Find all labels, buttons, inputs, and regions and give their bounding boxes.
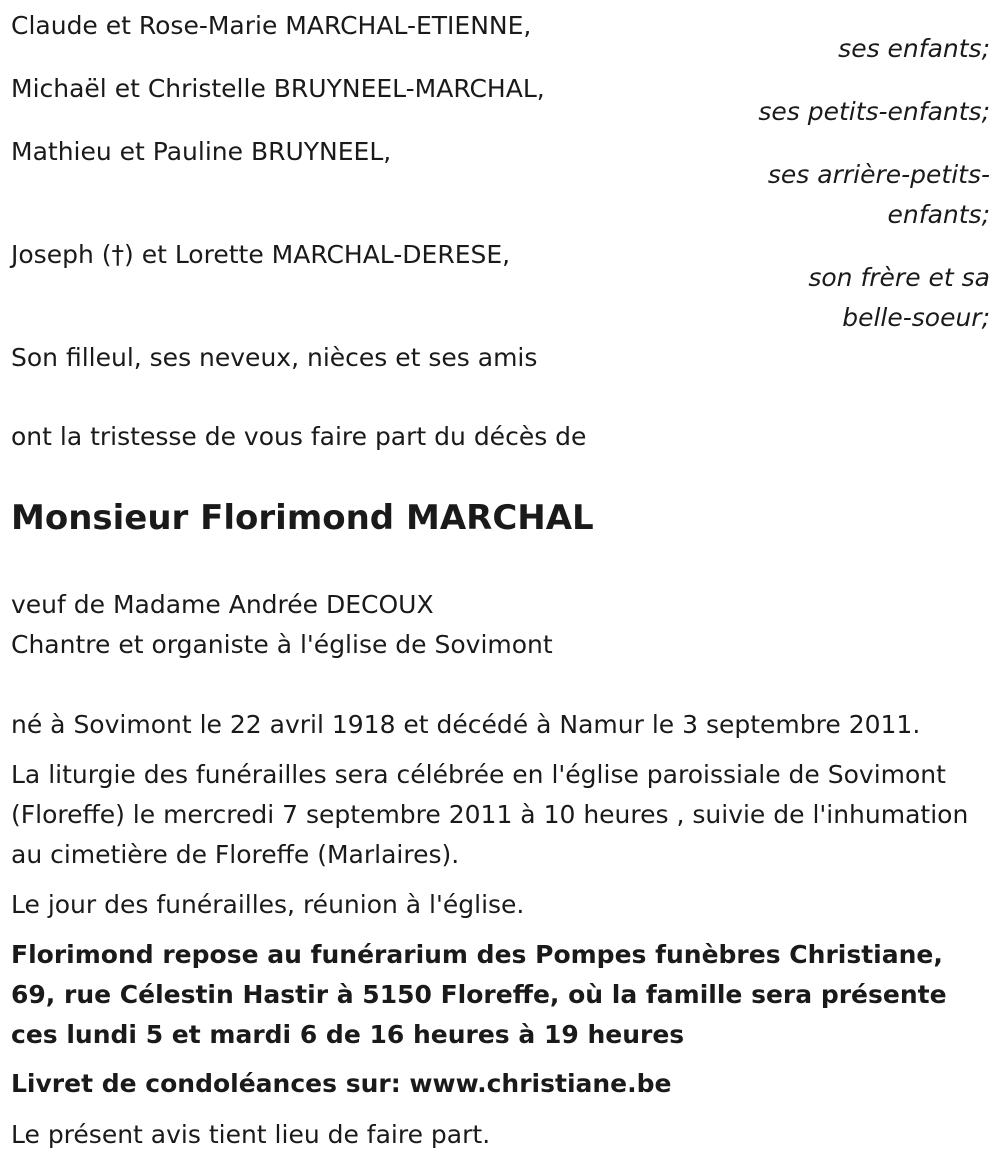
grandchildren-relation: ses petits-enfants; xyxy=(758,97,990,126)
birth-death-text: né à Sovimont le 22 avril 1918 et décédé à Namur le 3 septembre 2011. xyxy=(11,710,921,739)
funerarium-text: Florimond repose au funérarium des Pompes funèbres Christiane, 69, rue Célestin Hastir à 5150 Floreffe, où la famille sera présente ces lundi 5 et mardi 6 de 16 heures à 19 heures xyxy=(11,940,947,1049)
other-relatives: Son filleul, ses neveux, nièces et ses amis xyxy=(11,343,538,372)
deceased-name: Monsieur Florimond MARCHAL xyxy=(11,498,594,538)
announcement-text: ont la tristesse de vous faire part du décès de xyxy=(11,422,587,451)
meeting-text: Le jour des funérailles, réunion à l'église. xyxy=(11,890,525,919)
great-grandchildren-names: Mathieu et Pauline BRUYNEEL, xyxy=(11,137,392,166)
children-relation: ses enfants; xyxy=(838,34,990,63)
deceased-role: Chantre et organiste à l'église de Sovimont xyxy=(11,630,553,659)
notice-text: Le présent avis tient lieu de faire part. xyxy=(11,1120,491,1149)
grandchildren-names: Michaël et Christelle BRUYNEEL-MARCHAL, xyxy=(11,74,545,103)
liturgy-text: La liturgie des funérailles sera célébrée en l'église paroissiale de Sovimont (Floreffe) le mercredi 7 septembre 2011 à 10 heures , suivie de l'inhumation au cimetière de Floreffe (Marlaires). xyxy=(11,760,969,869)
great-grandchildren-relation-line2: enfants; xyxy=(887,200,990,229)
brother-relation-line1: son frère et sa xyxy=(808,263,990,292)
children-names: Claude et Rose-Marie MARCHAL-ETIENNE, xyxy=(11,11,532,40)
condolences-link[interactable]: Livret de condoléances sur: www.christiane.be xyxy=(11,1069,672,1098)
great-grandchildren-relation-line1: ses arrière-petits- xyxy=(767,160,990,189)
widower-of: veuf de Madame Andrée DECOUX xyxy=(11,590,434,619)
brother-relation-line2: belle-soeur; xyxy=(842,303,990,332)
brother-names: Joseph (†) et Lorette MARCHAL-DERESE, xyxy=(11,240,511,269)
